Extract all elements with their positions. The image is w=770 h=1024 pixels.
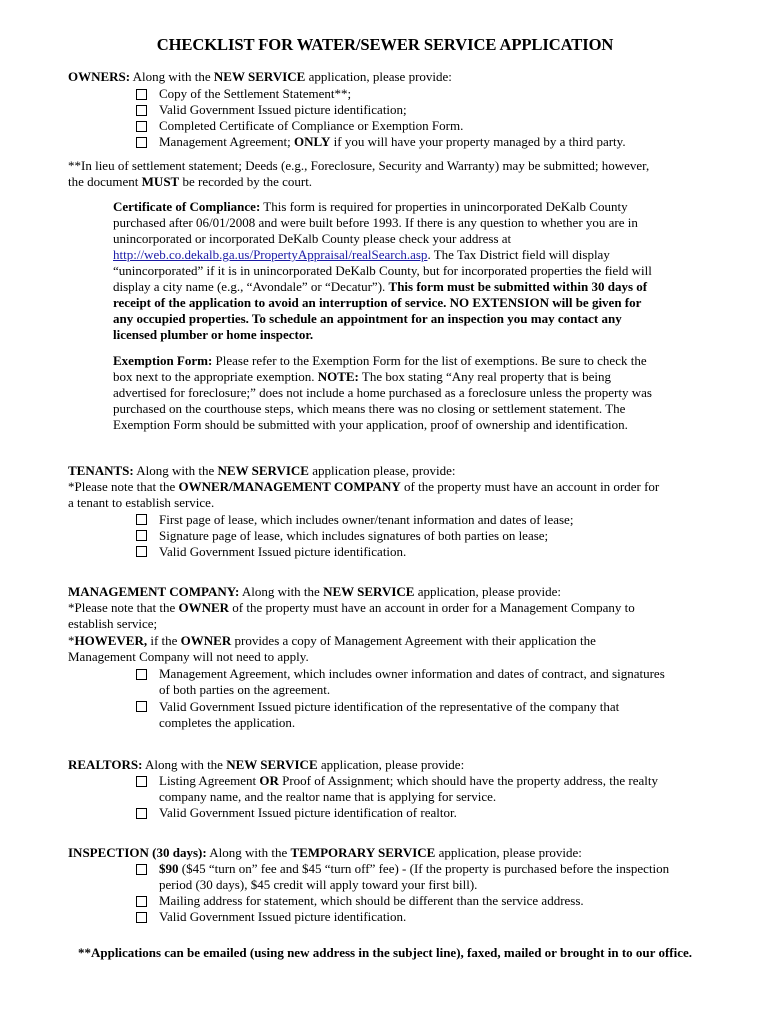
owners-intro: OWNERS: Along with the NEW SERVICE application, please provide: <box>68 69 452 84</box>
owners-note: the document MUST be recorded by the court. <box>68 174 313 189</box>
certificate-line: display a city name (e.g., “Avondale” or “Decatur”). This form must be submitted within 30 days of <box>113 279 648 294</box>
owners-note: **In lieu of settlement statement; Deeds (e.g., Foreclosure, Security and Warranty) may be submitted; however, <box>68 158 650 173</box>
inspection-id-checkbox[interactable] <box>136 912 147 923</box>
management-item: Management Agreement, which includes owner information and dates of contract, and signatures <box>159 666 665 681</box>
owners-management-checkbox[interactable] <box>136 137 147 148</box>
owners-item: Valid Government Issued picture identification; <box>159 102 407 117</box>
realtors-item: Listing Agreement OR Proof of Assignment; which should have the property address, the realty <box>159 773 658 788</box>
owners-item: Copy of the Settlement Statement**; <box>159 86 352 101</box>
exemption-label: Exemption Form: <box>113 353 213 368</box>
owners-heading: OWNERS: <box>68 69 131 84</box>
certificate-line: purchased after 06/01/2008 and were built before 1993. If there is any question to whether you are in <box>113 215 638 230</box>
realtors-intro: REALTORS: Along with the NEW SERVICE application, please provide: <box>68 757 465 772</box>
management-heading: MANAGEMENT COMPANY: <box>68 584 240 599</box>
owners-item: Completed Certificate of Compliance or Exemption Form. <box>159 118 464 133</box>
footer-note: **Applications can be emailed (using new address in the subject line), faxed, mailed or brought in to our office. <box>77 945 693 960</box>
inspection-intro: INSPECTION (30 days): Along with the TEMPORARY SERVICE application, please provide: <box>68 845 582 860</box>
certificate-line: http://web.co.dekalb.ga.us/PropertyAppraisal/realSearch.asp. The Tax District field will display <box>113 247 610 262</box>
tenants-intro: TENANTS: Along with the NEW SERVICE application please, provide: <box>68 463 456 478</box>
management-intro: MANAGEMENT COMPANY: Along with the NEW SERVICE application, please provide: <box>68 584 562 599</box>
certificate-line: any occupied properties. To schedule an appointment for an inspection you may contact any <box>113 311 622 326</box>
page-title: CHECKLIST FOR WATER/SEWER SERVICE APPLICATION <box>156 35 614 54</box>
tenants-note: *Please note that the OWNER/MANAGEMENT COMPANY of the property must have an account in order for <box>68 479 660 494</box>
tenants-item: Valid Government Issued picture identification. <box>159 544 407 559</box>
management-agreement-checkbox[interactable] <box>136 669 147 680</box>
tenants-heading: TENANTS: <box>68 463 134 478</box>
certificate-line: “unincorporated” if it is in unincorporated DeKalb County, but for incorporated properties the field will <box>113 263 652 278</box>
management-however: *HOWEVER, if the OWNER provides a copy of Management Agreement with their application the <box>68 633 596 648</box>
tenants-signature-checkbox[interactable] <box>136 530 147 541</box>
inspection-fee-checkbox[interactable] <box>136 864 147 875</box>
exemption-paragraph: Exemption Form: Please refer to the Exemption Form for the list of exemptions. Be sure to check the <box>113 353 647 368</box>
exemption-line: box next to the appropriate exemption. NOTE: The box stating “Any real property that is being <box>113 369 611 384</box>
inspection-item: $90 ($45 “turn on” fee and $45 “turn off” fee) - (If the property is purchased before the inspection <box>159 861 670 876</box>
exemption-line: purchased on the courthouse steps, which means there was no closing or settlement statement. The <box>113 401 626 416</box>
realtors-heading: REALTORS: <box>68 757 143 772</box>
inspection-item: Mailing address for statement, which should be different than the service address. <box>159 893 584 908</box>
inspection-item: period (30 days), $45 credit will apply toward your first bill). <box>159 877 478 892</box>
certificate-line: licensed plumber or home inspector. <box>113 327 314 342</box>
management-note: *Please note that the OWNER of the property must have an account in order for a Management Company to <box>68 600 635 615</box>
management-item: of both parties on the agreement. <box>159 682 331 697</box>
management-item: completes the application. <box>159 715 296 730</box>
exemption-line: Exemption Form should be submitted with your application, proof of ownership and identification. <box>113 417 628 432</box>
management-id-checkbox[interactable] <box>136 701 147 712</box>
exemption-line: advertised for foreclosure;” does not include a home purchased as a foreclosure unless the property was <box>113 385 652 400</box>
realtors-id-checkbox[interactable] <box>136 808 147 819</box>
tenants-first-page-checkbox[interactable] <box>136 514 147 525</box>
management-note: establish service; <box>68 616 158 631</box>
management-item: Valid Government Issued picture identification of the representative of the company that <box>159 699 620 714</box>
property-search-link[interactable]: http://web.co.dekalb.ga.us/PropertyAppraisal/realSearch.asp <box>113 247 428 262</box>
certificate-line: receipt of the application to avoid an interruption of service. NO EXTENSION will be given for <box>113 295 642 310</box>
owners-item: Management Agreement; ONLY if you will have your property managed by a third party. <box>159 134 626 149</box>
realtors-listing-checkbox[interactable] <box>136 776 147 787</box>
certificate-label: Certificate of Compliance: <box>113 199 261 214</box>
certificate-line: unincorporated or incorporated DeKalb County please check your address at <box>113 231 512 246</box>
tenants-item: First page of lease, which includes owner/tenant information and dates of lease; <box>159 512 574 527</box>
management-however: Management Company will not need to apply. <box>68 649 309 664</box>
realtors-item: Valid Government Issued picture identification of realtor. <box>159 805 457 820</box>
owners-id-checkbox[interactable] <box>136 105 147 116</box>
realtors-item: company name, and the realtor name that is applying for service. <box>159 789 497 804</box>
tenants-item: Signature page of lease, which includes signatures of both parties on lease; <box>159 528 549 543</box>
tenants-id-checkbox[interactable] <box>136 546 147 557</box>
inspection-mailing-checkbox[interactable] <box>136 896 147 907</box>
inspection-heading: INSPECTION (30 days): <box>68 845 207 860</box>
owners-settlement-checkbox[interactable] <box>136 89 147 100</box>
inspection-item: Valid Government Issued picture identification. <box>159 909 407 924</box>
certificate-paragraph: Certificate of Compliance: This form is required for properties in unincorporated DeKalb County <box>113 199 628 214</box>
tenants-note: a tenant to establish service. <box>68 495 215 510</box>
owners-certificate-checkbox[interactable] <box>136 121 147 132</box>
